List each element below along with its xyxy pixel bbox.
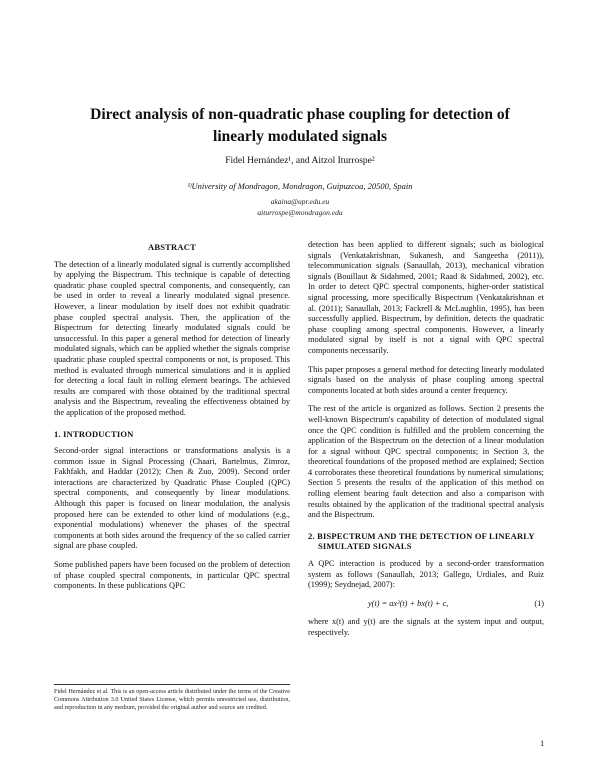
email-2[interactable]: aiturrospe@mondragon.edu [257, 208, 343, 217]
intro-paragraph-5: The rest of the article is organized as follows. Section 2 presents the well-known Bispectrum's capability of detection of modulated signal once the QPC condition is fulfilled and the problem concerning the application of the Bispectrum on the detection of a linear modulation for a signal without QPC spectral components; in Section 3, the theoretical foundations of the proposed method are explained; Section 4 corroborates these theoretical foundations by numerical simulations; Section 5 presents the results of the application of this method on rolling element bearing fault detection and also a comparison with results obtained by the application of the traditional spectral analysis and the Bispectrum. [308, 404, 544, 520]
right-column [308, 240, 544, 647]
equation-body: y(t) = ax²(t) + bx(t) + c, [368, 598, 449, 608]
authors: Fidel Hernández¹, and Aitzol Iturrospe² [225, 156, 375, 166]
page-number: 1 [540, 738, 545, 748]
intro-paragraph-1: Second-order signal interactions or transformations analysis is a common issue in Signal Processing (Chaari, Bartelmus, Zimroz, Fakhfakh, and Haddar (2012); Chen & Zuo, 2009). Second order interactions are characterized by Quadratic Phase Coupled (QPC) spectral components, and consequently by linear modulations. Although this paper is focused on linear modulation, the analysis proposed here can be extended to other kind of modulations (e.g., exponential modulations) whenever the phases of the spectral components at both sides around the frequency of the so called carrier signal are phase coupled. [54, 446, 290, 551]
title-line-2: linearly modulated signals [213, 128, 387, 145]
intro-paragraph-3: detection has been applied to different signals; such as biological signals (Venkatakrishnan, Sukanesh, and Sangeetha (2011)), telecommunication signals (Sanaullah, 2013), mechanical vibration signals (Bouillaut & Sidahmed, 2001; Raad & Sidahmed, 2002), etc. In order to detect QPC spectral components, higher-order statistical signal processing, more specifically Bispectrum (Venkatakrishnan et al. (2011); Sanaullah, 2013; Fackrell & McLaughlin, 1995), has been successfully applied. Bispectrum, by definition, detects the quadratic phase coupling among spectral components. However, a linearly modulated signal by itself is not a signal with QPC spectral components necessarily. [308, 240, 544, 355]
section-2-heading-line-2: SIMULATED SIGNALS [318, 541, 412, 552]
section-2-paragraph-2: where x(t) and y(t) are the signals at the system input and output, respectively. [308, 617, 544, 637]
abstract-heading: ABSTRACT [148, 242, 196, 252]
license-footnote: Fidel Hernández et al. This is an open-access article distributed under the terms of the Creative Commons Attribution 3.0 United States License, which permits unrestricted use, distribution, and reproduction in any medium, provided the original author and source are credited. [54, 684, 290, 712]
left-column [54, 240, 290, 600]
intro-paragraph-4: This paper proposes a general method for detecting linearly modulated signals based on the analysis of phase coupling among spectral components located at both sides around a center frequency. [308, 364, 544, 395]
intro-paragraph-2: Some published papers have been focused on the problem of detection of phase coupled spectral components, in particular QPC spectral components. In these publications QPC [54, 560, 290, 591]
section-2-paragraph-1: A QPC interaction is produced by a second-order transformation system as follows (Sanaullah, 2013; Gallego, Urdiales, and Ruiz (1999); Seydnejad, 2007): [308, 559, 544, 590]
equation-number: (1) [534, 598, 544, 608]
email-1[interactable]: akaina@upr.edu.eu [270, 197, 330, 206]
section-2-heading-line-1: 2. BISPECTRUM AND THE DETECTION OF LINEARLY [308, 530, 535, 541]
title-line-1: Direct analysis of non-quadratic phase coupling for detection of [90, 106, 510, 123]
affiliation: ¹ʲUniversity of Mondragon, Mondragon, Guipuzcoa, 20500, Spain [187, 181, 413, 191]
section-2-heading [308, 531, 544, 552]
introduction-heading: 1. INTRODUCTION [54, 428, 134, 439]
equation-1 [308, 599, 544, 610]
paper-title [60, 104, 540, 148]
abstract-text: The detection of a linearly modulated signal is currently accomplished by applying the Bispectrum. This technique is capable of detecting quadratic phase coupled spectral components, and consequently, can be used in order to reveal a linearly modulated signal presence. However, a linear modulation by itself does not exhibit quadratic phase coupled spectral analysis. Then, the application of the Bispectrum for detecting linearly modulated signals could be unsuccessful. In this paper a general method for detection of linearly modulated signals, which can be applied whether the signals comprise quadratic phase coupled spectral components or not, is proposed. This method is evaluated through numerical simulations and it is applied for detecting a local fault in rolling element bearings. The achieved results are compared with those obtained by the traditional spectral analysis and the Bispectrum, revealing the effectiveness obtained by the application of the proposed method. [54, 259, 290, 417]
